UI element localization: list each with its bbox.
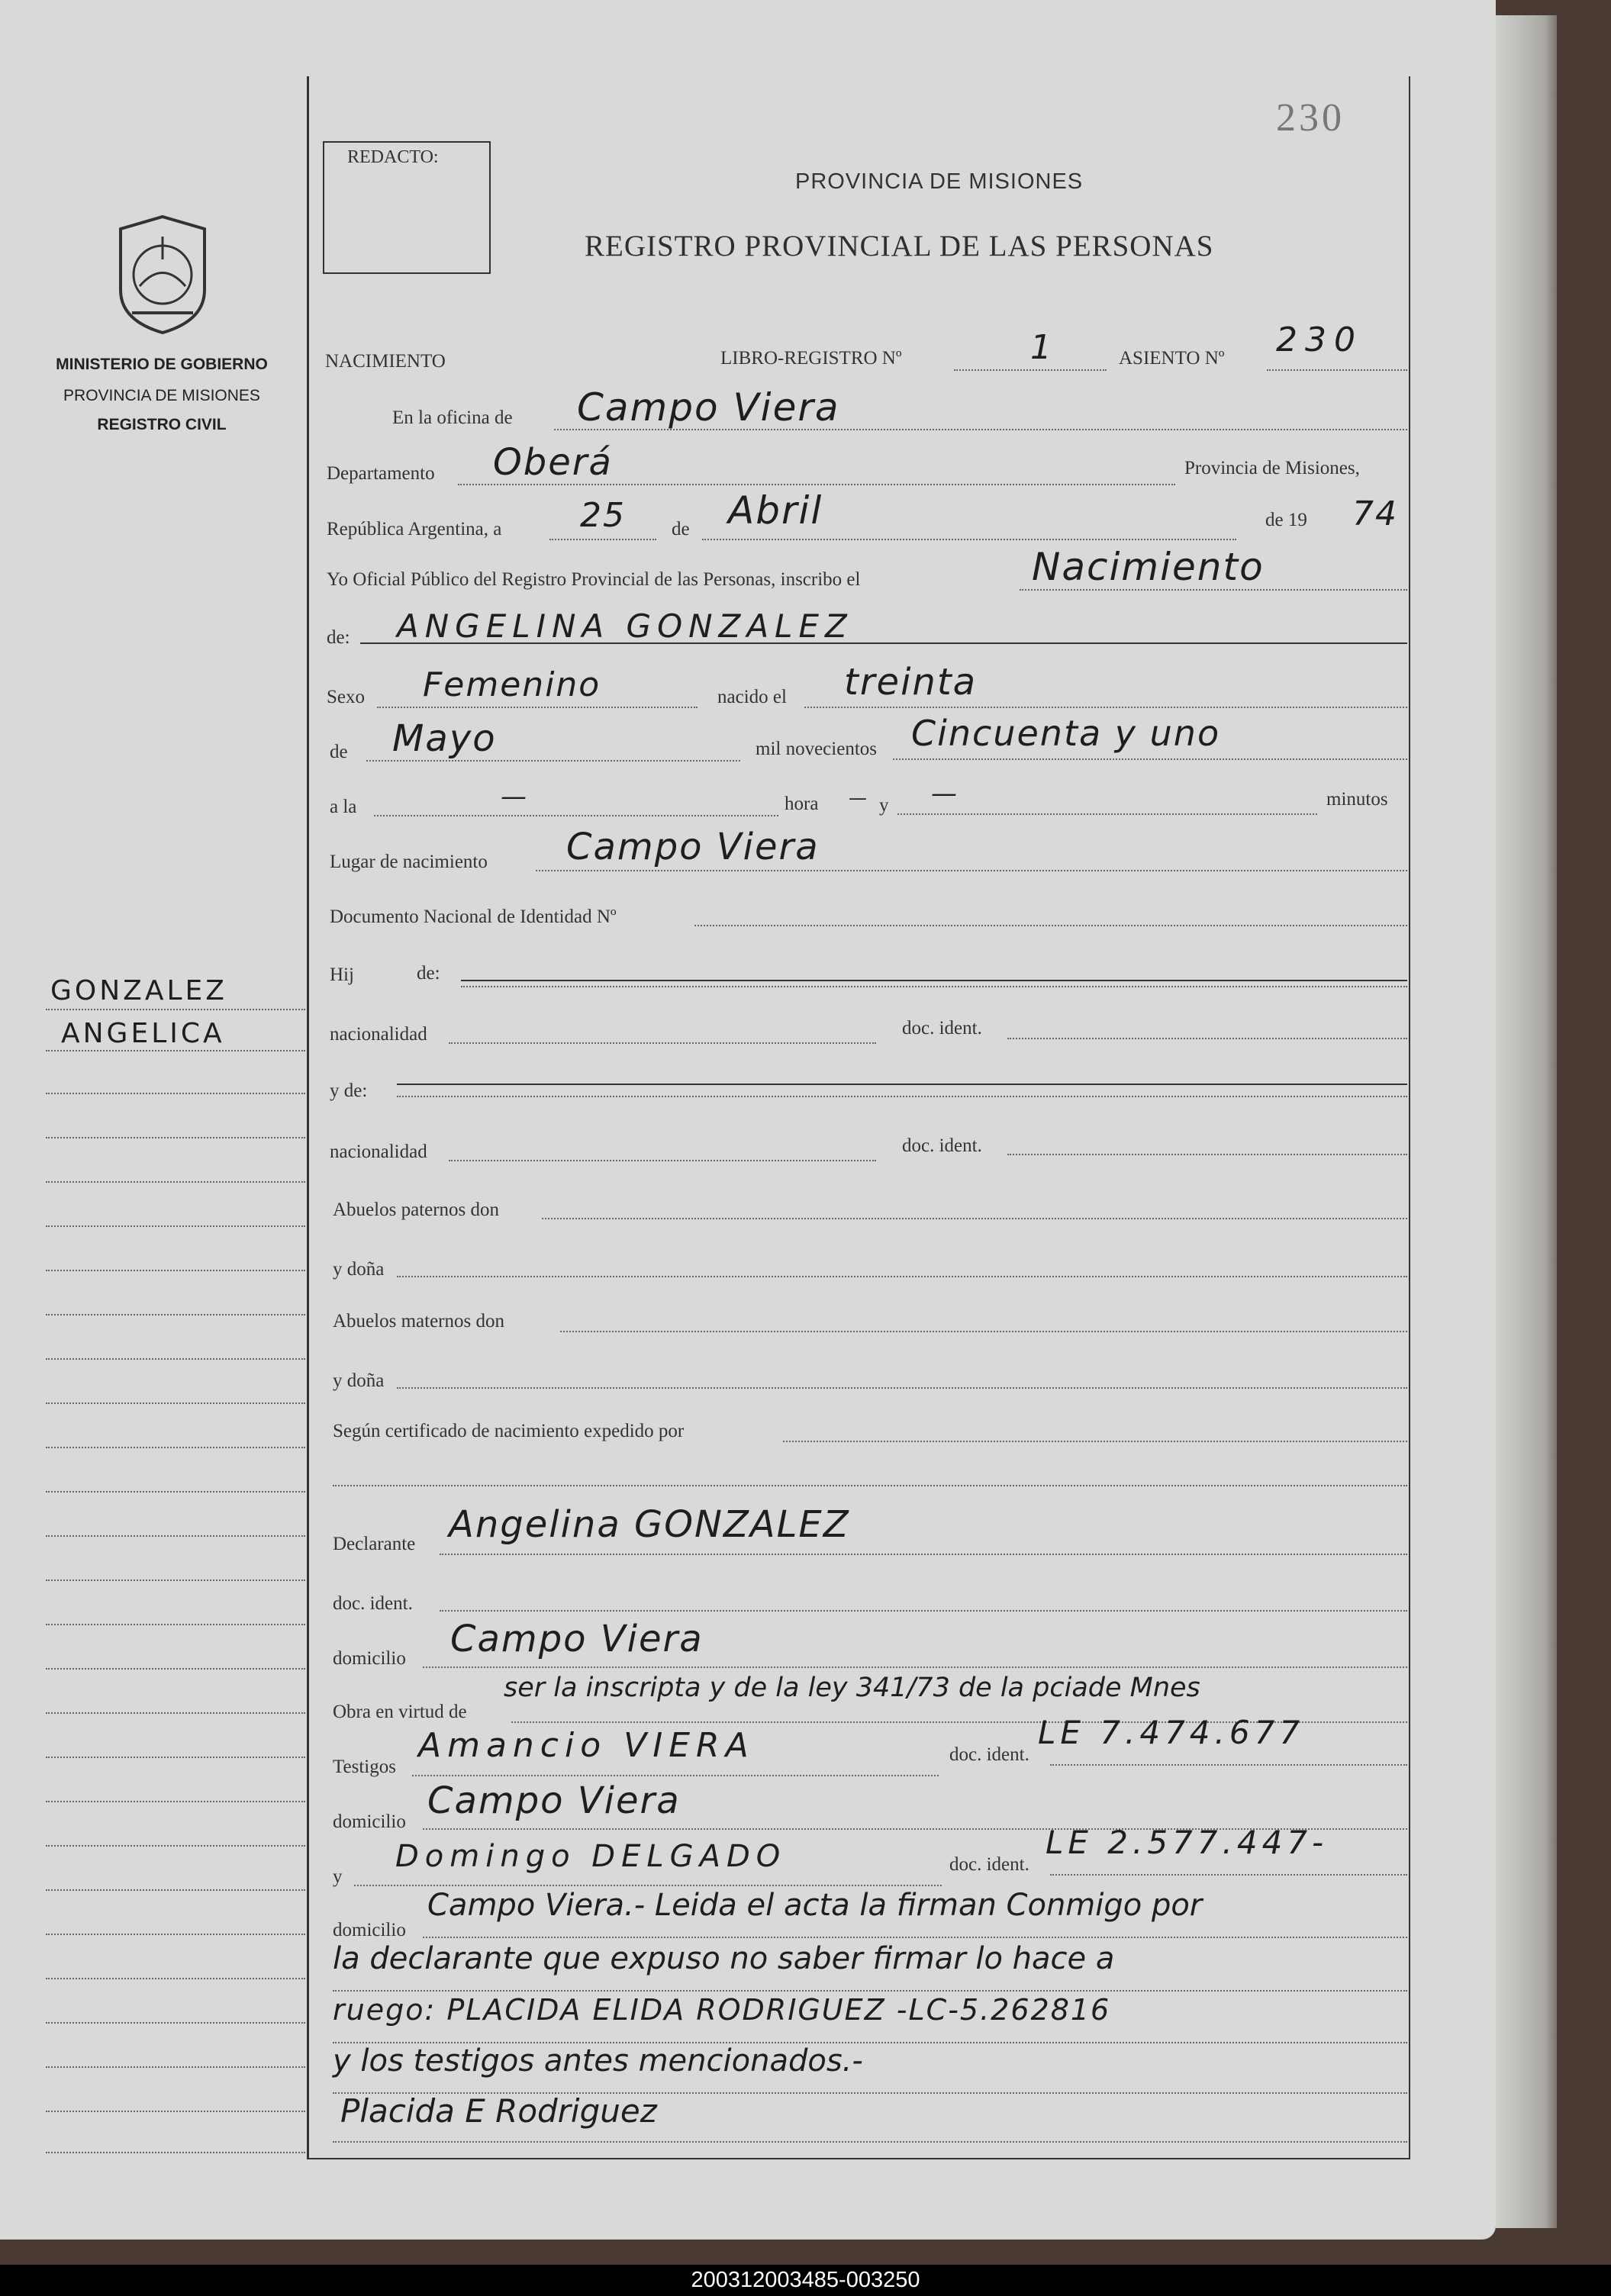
y-de-label: y de:: [330, 1080, 368, 1101]
province-heading: PROVINCIA DE MISIONES: [795, 169, 1084, 194]
testigo2-name: Domingo DELGADO: [395, 1839, 787, 1874]
index-line: [46, 1093, 305, 1094]
asiento-number: 230: [1276, 320, 1363, 359]
oficina-value: Campo Viera: [577, 385, 840, 430]
y-dona-label-1: y doña: [333, 1259, 385, 1280]
index-line: [46, 1225, 305, 1227]
libro-number: 1: [1030, 328, 1053, 367]
declarante-doc-line: [440, 1610, 1407, 1612]
parent1-line: [461, 980, 1407, 981]
sexo-label: Sexo: [327, 687, 365, 707]
parent2-line: [397, 1084, 1407, 1085]
nacionalidad-line-2: [449, 1160, 876, 1161]
index-line: [46, 1447, 305, 1448]
hora-line: [374, 815, 778, 816]
abuelos-paternos-line: [542, 1218, 1407, 1219]
index-line: [46, 1050, 305, 1051]
y-dona-line-1: [397, 1276, 1407, 1277]
mes-nac-value: Mayo: [392, 717, 497, 760]
index-line: [46, 1009, 305, 1010]
yo-oficial-label: Yo Oficial Público del Registro Provincial de las Personas, inscribo el: [327, 569, 861, 590]
image-identifier: 200312003485-003250: [691, 2268, 920, 2292]
obra-en-virtud-value: ser la inscripta y de la ley 341/73 de la pciade Mnes: [504, 1673, 1200, 1703]
index-line: [46, 1757, 305, 1758]
sidebar-province-label: PROVINCIA DE MISIONES: [63, 387, 260, 404]
lugar-label: Lugar de nacimiento: [330, 852, 488, 872]
note-line-4-text: y los testigos antes mencionados.-: [333, 2043, 863, 2079]
note-line-2: [333, 1990, 1407, 1992]
index-line: [46, 1181, 305, 1183]
abuelos-paternos-label: Abuelos paternos don: [333, 1200, 500, 1220]
de-mes-label: de: [330, 742, 348, 762]
index-line: [46, 2066, 305, 2068]
departamento-line: [458, 484, 1175, 485]
index-surname: GONZALEZ: [50, 975, 227, 1006]
anio-nac-value: Cincuenta y uno: [911, 713, 1221, 754]
anio-value: 74: [1352, 494, 1398, 533]
index-line: [46, 1978, 305, 1979]
index-line: [46, 1845, 305, 1847]
index-given-name: ANGELICA: [61, 1018, 225, 1049]
index-line: [46, 1491, 305, 1493]
mes-line: [702, 539, 1236, 540]
inscribo-line: [1020, 589, 1407, 591]
nacimiento-label: NACIMIENTO: [325, 351, 446, 372]
registrant-name: ANGELINA GONZALEZ: [397, 607, 853, 645]
libro-registro-label: LIBRO-REGISTRO Nº: [720, 348, 902, 369]
margin-rule-right: [1409, 76, 1410, 2159]
index-line: [46, 1314, 305, 1315]
testigo2-doc-label: doc. ident.: [949, 1854, 1029, 1875]
asiento-line: [1267, 369, 1407, 371]
testigo2-doc: LE 2.577.447-: [1046, 1824, 1329, 1861]
hora-label: hora: [785, 794, 819, 814]
nacionalidad-label-2: nacionalidad: [330, 1142, 427, 1162]
segun-certificado-label: Según certificado de nacimiento expedido por: [333, 1421, 685, 1441]
page-edge: [1496, 15, 1557, 2228]
dni-label: Documento Nacional de Identidad Nº: [330, 906, 617, 927]
declarante-label: Declarante: [333, 1534, 416, 1554]
y-dona-line-2: [397, 1387, 1407, 1389]
certificado-line: [783, 1441, 1407, 1442]
oficina-label: En la oficina de: [392, 407, 513, 428]
parent1-line-2: [461, 986, 1407, 987]
doc-ident-label-2: doc. ident.: [902, 1135, 982, 1156]
lugar-value: Campo Viera: [566, 826, 820, 868]
y-label: y: [879, 795, 889, 816]
certificado-line-2: [333, 1485, 1407, 1486]
parent2-line-2: [397, 1096, 1407, 1097]
asiento-label: ASIENTO Nº: [1119, 348, 1225, 369]
nacido-el-label: nacido el: [717, 687, 787, 707]
index-line: [46, 1270, 305, 1271]
testigo1-doc-label: doc. ident.: [949, 1744, 1029, 1765]
republica-label: República Argentina, a: [327, 519, 502, 539]
declarante-domicilio-label: domicilio: [333, 1648, 406, 1669]
declarante-value: Angelina GONZALEZ: [449, 1503, 850, 1546]
page-number: 230: [1276, 96, 1345, 140]
index-line: [46, 1624, 305, 1625]
de-label: de: [672, 519, 690, 539]
declarante-domicilio-line: [423, 1666, 1407, 1668]
form-bottom-rule: [307, 2158, 1410, 2159]
inscribo-value: Nacimiento: [1032, 545, 1265, 589]
index-line: [46, 2111, 305, 2112]
a-la-label: a la: [330, 797, 357, 817]
mil-novecientos-label: mil novecientos: [756, 739, 877, 759]
index-line: [46, 1801, 305, 1802]
departamento-label: Departamento: [327, 463, 435, 484]
abuelos-maternos-label: Abuelos maternos don: [333, 1311, 504, 1332]
redacto-label: REDACTO:: [347, 147, 439, 167]
doc-ident-line-2: [1007, 1154, 1407, 1155]
nacionalidad-label-1: nacionalidad: [330, 1024, 427, 1045]
hora-dash-value: —: [849, 787, 868, 809]
index-line: [46, 1137, 305, 1138]
nacido-value: treinta: [844, 661, 978, 704]
index-line: [46, 1535, 305, 1537]
hij-de-label: de:: [417, 963, 440, 984]
minutos-label: minutos: [1326, 789, 1388, 810]
coat-of-arms-seal-icon: [113, 214, 212, 336]
abuelos-maternos-line: [560, 1331, 1407, 1332]
lugar-line: [536, 870, 1407, 871]
index-line: [46, 2022, 305, 2024]
index-line: [46, 2152, 305, 2153]
hora-value: —: [501, 781, 528, 812]
ministry-label: MINISTERIO DE GOBIERNO: [56, 356, 268, 373]
declarante-domicilio-value: Campo Viera: [450, 1618, 704, 1660]
index-line: [46, 1668, 305, 1670]
sexo-line: [377, 707, 698, 708]
index-line: [46, 1402, 305, 1404]
doc-ident-line-1: [1007, 1038, 1407, 1039]
testigo1-doc: LE 7.474.677: [1038, 1714, 1305, 1751]
margin-rule-left: [307, 76, 309, 2159]
dia-value: 25: [580, 496, 626, 535]
y-dona-label-2: y doña: [333, 1370, 385, 1391]
testigo1-domicilio-label: domicilio: [333, 1811, 406, 1832]
declarante-doc-label: doc. ident.: [333, 1593, 413, 1614]
signature-line: [333, 2141, 1407, 2143]
registry-heading: REGISTRO PROVINCIAL DE LAS PERSONAS: [585, 230, 1214, 262]
dia-line: [549, 539, 656, 540]
provincia-label: Provincia de Misiones,: [1184, 458, 1360, 478]
hij-label: Hij: [330, 964, 354, 985]
testigos-label: Testigos: [333, 1757, 396, 1777]
sexo-value: Femenino: [423, 665, 601, 704]
note-line-1: [423, 1937, 1407, 1938]
note-line-1-text: Campo Viera.- Leida el acta la firman Conmigo por: [427, 1888, 1203, 1923]
officer-signature: Placida E Rodriguez: [340, 2092, 657, 2130]
declarante-line: [440, 1554, 1407, 1555]
mes-nac-line: [366, 760, 740, 762]
minutos-line: [897, 813, 1317, 815]
dni-line: [694, 925, 1407, 926]
de-19-label: de 19: [1265, 510, 1307, 530]
index-line: [46, 1934, 305, 1935]
mes-value: Abril: [728, 488, 823, 533]
testigo1-line: [412, 1775, 939, 1776]
departamento-value: Oberá: [493, 441, 613, 484]
index-line: [46, 1358, 305, 1360]
index-line: [46, 1580, 305, 1581]
index-line: [46, 1712, 305, 1714]
nacido-line: [804, 707, 1407, 708]
de-name-label: de:: [327, 627, 350, 648]
testigo1-name: Amancio VIERA: [418, 1726, 755, 1765]
obra-en-virtud-label: Obra en virtud de: [333, 1702, 467, 1722]
minutos-value: —: [931, 778, 959, 809]
testigo1-domicilio: Campo Viera: [427, 1779, 681, 1822]
nacionalidad-line-1: [449, 1042, 876, 1044]
note-line-3-text: ruego: PLACIDA ELIDA RODRIGUEZ -LC-5.262816: [333, 1993, 1111, 2027]
testigo2-doc-line: [1050, 1874, 1407, 1876]
civil-registry-label: REGISTRO CIVIL: [97, 416, 227, 433]
doc-ident-label-1: doc. ident.: [902, 1018, 982, 1039]
testigo1-doc-line: [1050, 1764, 1407, 1766]
libro-line: [954, 369, 1107, 371]
note-line-2-text: la declarante que expuso no saber firmar lo hace a: [333, 1941, 1115, 1976]
testigo2-line: [354, 1885, 942, 1886]
anio-nac-line: [893, 758, 1407, 760]
testigo2-domicilio-label: domicilio: [333, 1920, 406, 1940]
y-testigo2-label: y: [333, 1866, 343, 1887]
index-line: [46, 1889, 305, 1891]
